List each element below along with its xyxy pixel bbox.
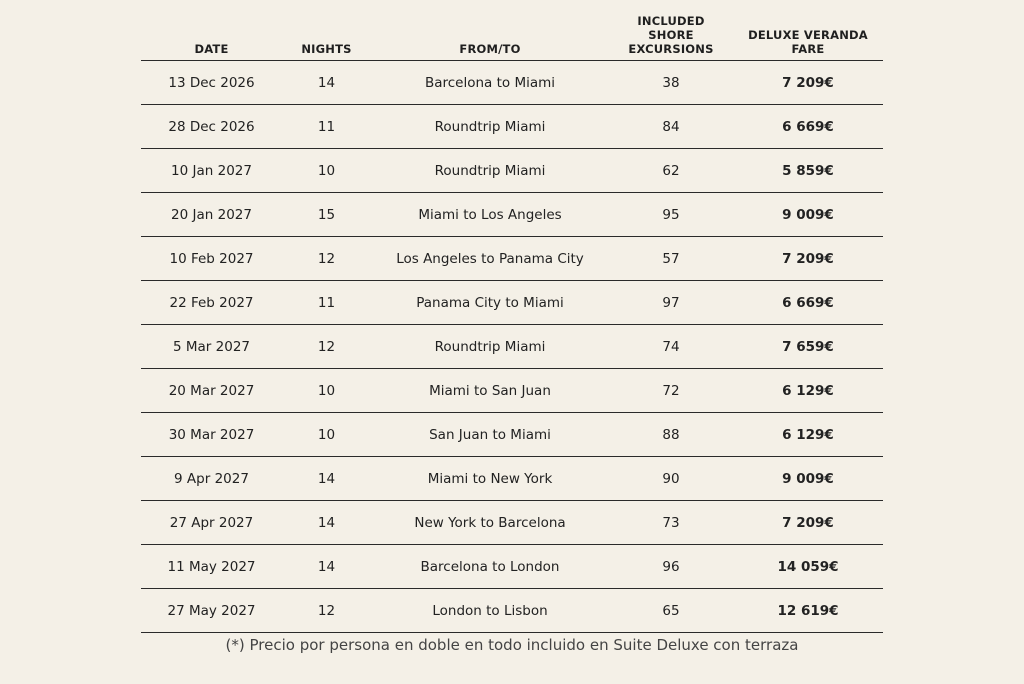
- table-row: [141, 413, 883, 457]
- table-row: [141, 193, 883, 237]
- cell-nights: 10: [282, 149, 371, 193]
- cell-route: San Juan to Miami: [371, 413, 609, 457]
- table-row: [141, 545, 883, 589]
- cell-fare: 6 129€: [733, 413, 883, 457]
- cell-excursions: 96: [609, 545, 733, 589]
- cell-nights: 11: [282, 281, 371, 325]
- cell-fare: 7 209€: [733, 237, 883, 281]
- cell-fare: 6 669€: [733, 281, 883, 325]
- cell-route: London to Lisbon: [371, 589, 609, 633]
- table-row: [141, 369, 883, 413]
- cell-date: 27 May 2027: [141, 589, 282, 633]
- cell-excursions: 62: [609, 149, 733, 193]
- cell-date: 20 Jan 2027: [141, 193, 282, 237]
- column-header-excursions-line1: INCLUDED SHORE: [637, 14, 705, 42]
- cell-nights: 14: [282, 545, 371, 589]
- cell-date: 11 May 2027: [141, 545, 282, 589]
- column-header-date: DATE: [141, 14, 282, 61]
- table-row: [141, 149, 883, 193]
- cell-date: 27 Apr 2027: [141, 501, 282, 545]
- cell-fare: 14 059€: [733, 545, 883, 589]
- table-row: [141, 105, 883, 149]
- cell-date: 28 Dec 2026: [141, 105, 282, 149]
- cell-nights: 10: [282, 413, 371, 457]
- cell-excursions: 72: [609, 369, 733, 413]
- cell-route: Barcelona to Miami: [371, 61, 609, 105]
- cell-excursions: 74: [609, 325, 733, 369]
- table-row: [141, 501, 883, 545]
- cell-excursions: 90: [609, 457, 733, 501]
- cell-excursions: 95: [609, 193, 733, 237]
- cell-fare: 6 669€: [733, 105, 883, 149]
- cell-excursions: 38: [609, 61, 733, 105]
- cell-date: 20 Mar 2027: [141, 369, 282, 413]
- cell-route: Miami to New York: [371, 457, 609, 501]
- cell-route: New York to Barcelona: [371, 501, 609, 545]
- table-row: [141, 325, 883, 369]
- column-header-fare-line2: FARE: [791, 42, 825, 56]
- cell-nights: 12: [282, 325, 371, 369]
- cell-nights: 14: [282, 501, 371, 545]
- cell-route: Roundtrip Miami: [371, 325, 609, 369]
- column-header-excursions-line2: EXCURSIONS: [628, 42, 714, 56]
- cell-excursions: 57: [609, 237, 733, 281]
- cell-fare: 9 009€: [733, 193, 883, 237]
- cell-excursions: 97: [609, 281, 733, 325]
- column-header-fare: [733, 14, 883, 61]
- cell-date: 13 Dec 2026: [141, 61, 282, 105]
- cell-fare: 12 619€: [733, 589, 883, 633]
- cell-nights: 12: [282, 589, 371, 633]
- cell-route: Miami to Los Angeles: [371, 193, 609, 237]
- cell-fare: 6 129€: [733, 369, 883, 413]
- price-footnote: (*) Precio por persona en doble en todo incluido en Suite Deluxe con terraza: [225, 636, 799, 654]
- cell-route: Roundtrip Miami: [371, 149, 609, 193]
- table-row: [141, 281, 883, 325]
- table-row: [141, 589, 883, 633]
- cell-fare: 7 209€: [733, 501, 883, 545]
- cell-fare: 5 859€: [733, 149, 883, 193]
- cell-route: Barcelona to London: [371, 545, 609, 589]
- column-header-nights: NIGHTS: [282, 14, 371, 61]
- column-header-fare-line1: DELUXE VERANDA: [748, 28, 868, 42]
- cell-route: Roundtrip Miami: [371, 105, 609, 149]
- cell-nights: 14: [282, 457, 371, 501]
- cell-date: 10 Jan 2027: [141, 149, 282, 193]
- cell-excursions: 65: [609, 589, 733, 633]
- table-row: [141, 61, 883, 105]
- cell-route: Panama City to Miami: [371, 281, 609, 325]
- cell-date: 30 Mar 2027: [141, 413, 282, 457]
- table-row: [141, 237, 883, 281]
- cell-date: 9 Apr 2027: [141, 457, 282, 501]
- cell-date: 10 Feb 2027: [141, 237, 282, 281]
- cell-nights: 14: [282, 61, 371, 105]
- cell-date: 5 Mar 2027: [141, 325, 282, 369]
- cruise-schedule-table: [141, 14, 883, 633]
- cell-nights: 10: [282, 369, 371, 413]
- cell-date: 22 Feb 2027: [141, 281, 282, 325]
- cell-fare: 9 009€: [733, 457, 883, 501]
- cell-route: Miami to San Juan: [371, 369, 609, 413]
- cell-excursions: 73: [609, 501, 733, 545]
- column-header-excursions: [609, 14, 733, 61]
- cell-nights: 15: [282, 193, 371, 237]
- table-header-row: [141, 14, 883, 61]
- cell-nights: 12: [282, 237, 371, 281]
- cell-fare: 7 659€: [733, 325, 883, 369]
- cell-route: Los Angeles to Panama City: [371, 237, 609, 281]
- table-row: [141, 457, 883, 501]
- cruise-schedule-table-container: [141, 14, 883, 633]
- cell-nights: 11: [282, 105, 371, 149]
- cell-fare: 7 209€: [733, 61, 883, 105]
- cell-excursions: 84: [609, 105, 733, 149]
- column-header-route: FROM/TO: [371, 14, 609, 61]
- cell-excursions: 88: [609, 413, 733, 457]
- table-body: [141, 61, 883, 633]
